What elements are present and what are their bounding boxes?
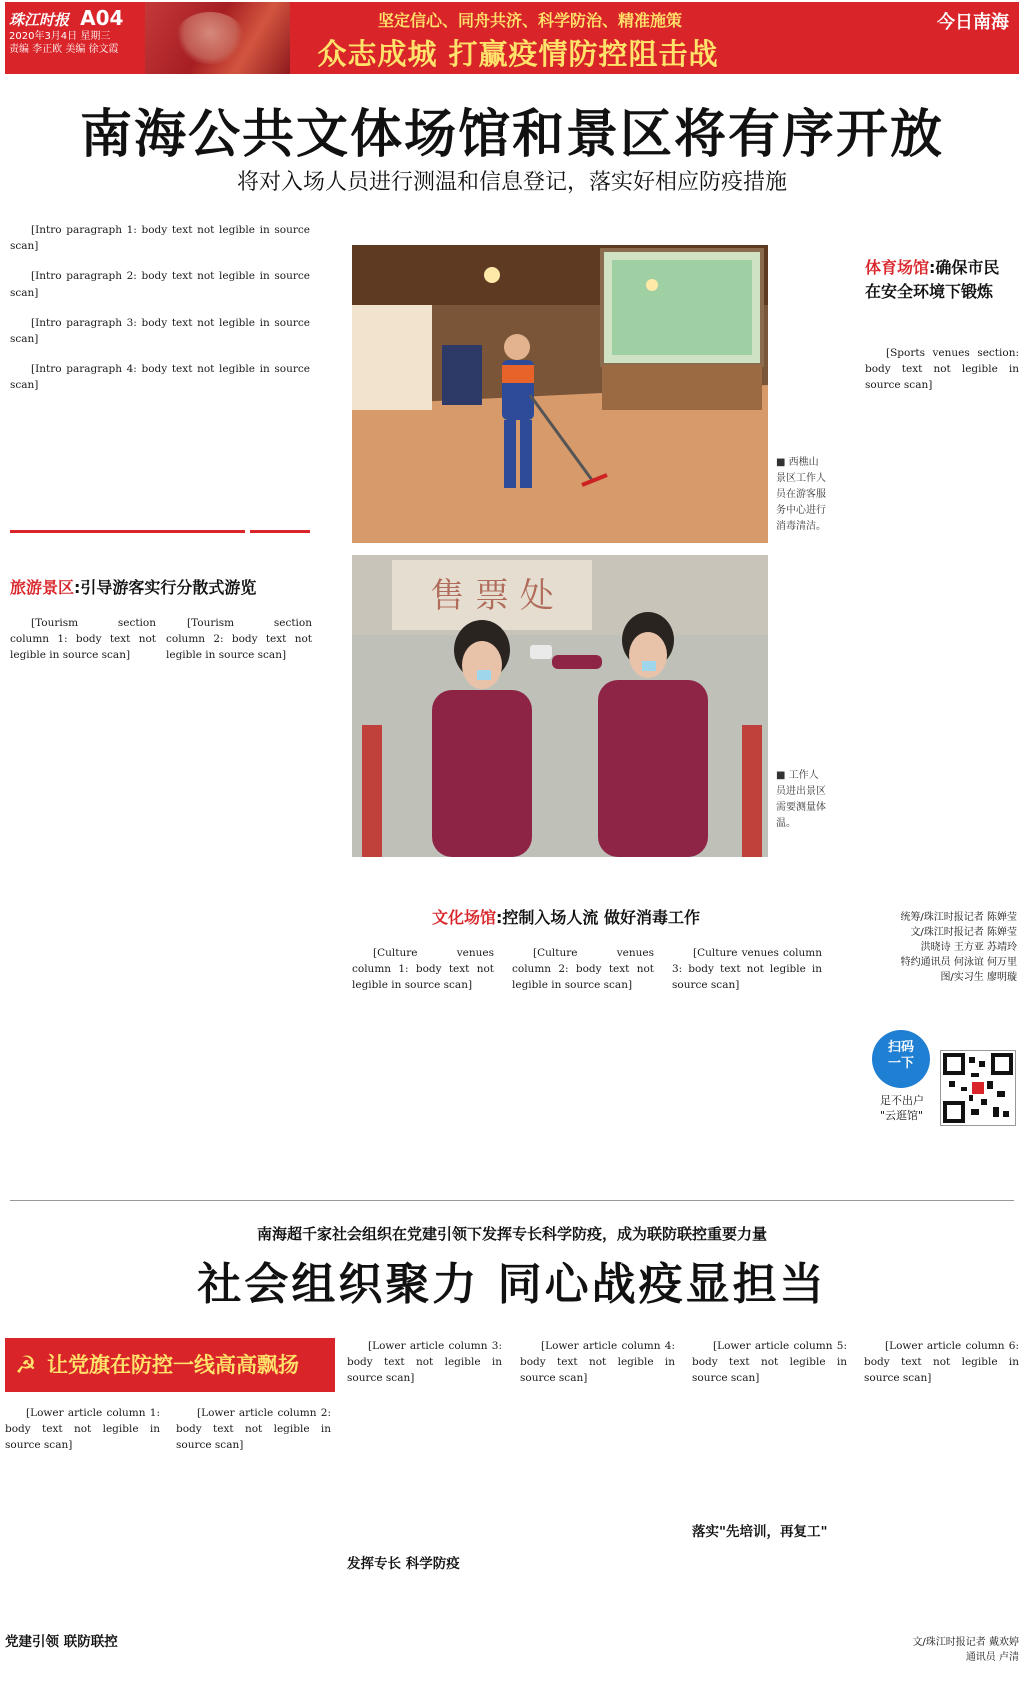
tourism-section-label: 旅游景区 [10,578,75,597]
subhead-resume-work: 落实"先培训，再复工" [692,1524,828,1540]
qr-code-graphic [941,1051,1015,1125]
lower-byline [864,1635,1019,1665]
credit-line: 图/实习生 廖明璇 [940,972,1017,983]
party-banner [5,1338,335,1392]
culture-section-subtitle: :控制入场人流 做好消毒工作 [496,908,700,927]
lower-text: [Lower article column 1: body text not legible in source scan] [5,1407,160,1452]
culture-text: [Culture venues column 1: body text not legible in source scan] [352,947,494,992]
tourism-text: [Tourism section column 1: body text not legible in source scan] [10,617,156,662]
lower-column-4 [520,1338,675,1675]
main-subheadline: 将对入场人员进行测温和信息登记，落实好相应防疫措施 [236,170,787,195]
tourism-section-title [10,575,256,598]
sports-text: [Sports venues section: body text not legible in source scan] [865,347,1019,392]
intro-paragraph: [Intro paragraph 4: body text not legible in source scan] [10,363,310,392]
tourism-text: [Tourism section column 2: body text not legible in source scan] [166,617,312,662]
paper-name: 珠江时报 [9,11,70,29]
lower-text: [Lower article column 5: body text not legible in source scan] [692,1340,847,1385]
credits-block [850,910,1017,985]
photo-disinfection-caption: ■ 西樵山景区工作人员在游客服务中心进行消毒清洁。 [776,457,826,532]
lower-text: [Lower article column 3: body text not legible in source scan] [347,1340,502,1385]
page-number: A04 [80,6,124,30]
lower-column-6 [864,1338,1019,1623]
main-headline: 南海公共文体场馆和景区将有序开放 [79,105,944,165]
sports-section-label: 体育场馆 [865,258,930,277]
section-divider [10,530,245,533]
qr-label-line2: "云逛馆" [880,1109,924,1122]
photo-disinfection [352,245,768,543]
culture-column-3 [672,945,822,1170]
culture-text: [Culture venues column 3: body text not legible in source scan] [672,947,822,992]
tourism-column-1 [10,615,156,1170]
photo-temperature-check-image [352,555,768,857]
sports-section-title [865,256,1020,304]
masthead-slogan-main: 众志成城 打赢疫情防控阻击战 [317,37,719,71]
culture-text: [Culture venues column 2: body text not legible in source scan] [512,947,654,992]
credit-line: 特约通讯员 何泳谊 何万里 [900,957,1017,968]
tourism-column-2 [166,615,312,1170]
sports-section-subtitle-1: :确保市民 [929,258,1000,277]
masthead-region-label: 今日南海 [937,12,1009,33]
tourism-section-subtitle: :引导游客实行分散式游览 [74,578,257,597]
lower-headline: 社会组织聚力 同心战疫显担当 [197,1259,827,1310]
masthead [5,2,1019,74]
masthead-slogan-top: 坚定信心、同舟共济、科学防治、精准施策 [377,11,682,30]
party-emblem-icon: ☭ [15,1351,37,1379]
lower-column-5 [692,1338,847,1503]
lower-byline-line2: 通讯员 卢清 [965,1652,1019,1663]
lower-text: [Lower article column 6: body text not legible in source scan] [864,1340,1019,1385]
party-banner-text: 让党旗在防控一线高高飘扬 [47,1353,299,1377]
lower-text: [Lower article column 4: body text not legible in source scan] [520,1340,675,1385]
lower-column-2 [176,1405,331,1675]
sports-section-subtitle-2: 在安全环境下锻炼 [865,282,994,301]
credit-line: 统筹/珠江时报记者 陈婵莹 [900,912,1017,923]
intro-paragraph: [Intro paragraph 3: body text not legible in source scan] [10,316,310,346]
lower-text: [Lower article column 2: body text not legible in source scan] [176,1407,331,1452]
masthead-photo [145,2,290,74]
qr-label-line1: 足不出户 [880,1094,924,1107]
ticket-office-sign: 售 票 处 [430,576,554,616]
section-divider [10,1200,1014,1201]
intro-paragraph: [Intro paragraph 2: body text not legible in source scan] [10,270,310,299]
lower-column-1 [5,1405,160,1651]
culture-column-1 [352,945,494,1170]
subhead-expertise: 发挥专长 科学防疫 [347,1556,460,1572]
photo-disinfection-image [352,245,768,543]
culture-column-2 [512,945,654,1170]
subhead-party-leadership: 党建引领 联防联控 [5,1634,118,1650]
masthead-info [9,6,135,68]
section-divider [250,530,310,533]
editor-line: 责编 李正欧 美编 徐文霞 [9,44,119,55]
scan-qr-badge [872,1030,930,1088]
scan-qr-badge-line2: 一下 [887,1056,914,1071]
qr-label [880,1093,940,1123]
sports-column [865,345,1019,875]
photo-temperature-check [352,555,768,857]
culture-section-label: 文化场馆 [432,908,497,927]
scan-qr-badge-line1: 扫码 [887,1040,914,1055]
lower-kicker: 南海超千家社会组织在党建引领下发挥专长科学防疫，成为联防联控重要力量 [256,1225,767,1243]
credit-line: 文/珠江时报记者 陈婵莹 [910,927,1017,938]
lower-column-3 [347,1338,502,1538]
date-line: 2020年3月4日 星期三 [9,31,111,42]
credit-line: 洪晓诗 王方亚 苏靖玲 [920,942,1017,953]
intro-paragraph: [Intro paragraph 1: body text not legible in source scan] [10,224,310,253]
qr-code-icon[interactable] [940,1050,1016,1126]
intro-column [10,222,310,522]
photo-temperature-check-caption: ■ 工作人员进出景区需要测量体温。 [776,770,826,829]
lower-byline-line1: 文/珠江时报记者 戴欢婷 [912,1637,1019,1648]
culture-section-title [432,905,700,928]
